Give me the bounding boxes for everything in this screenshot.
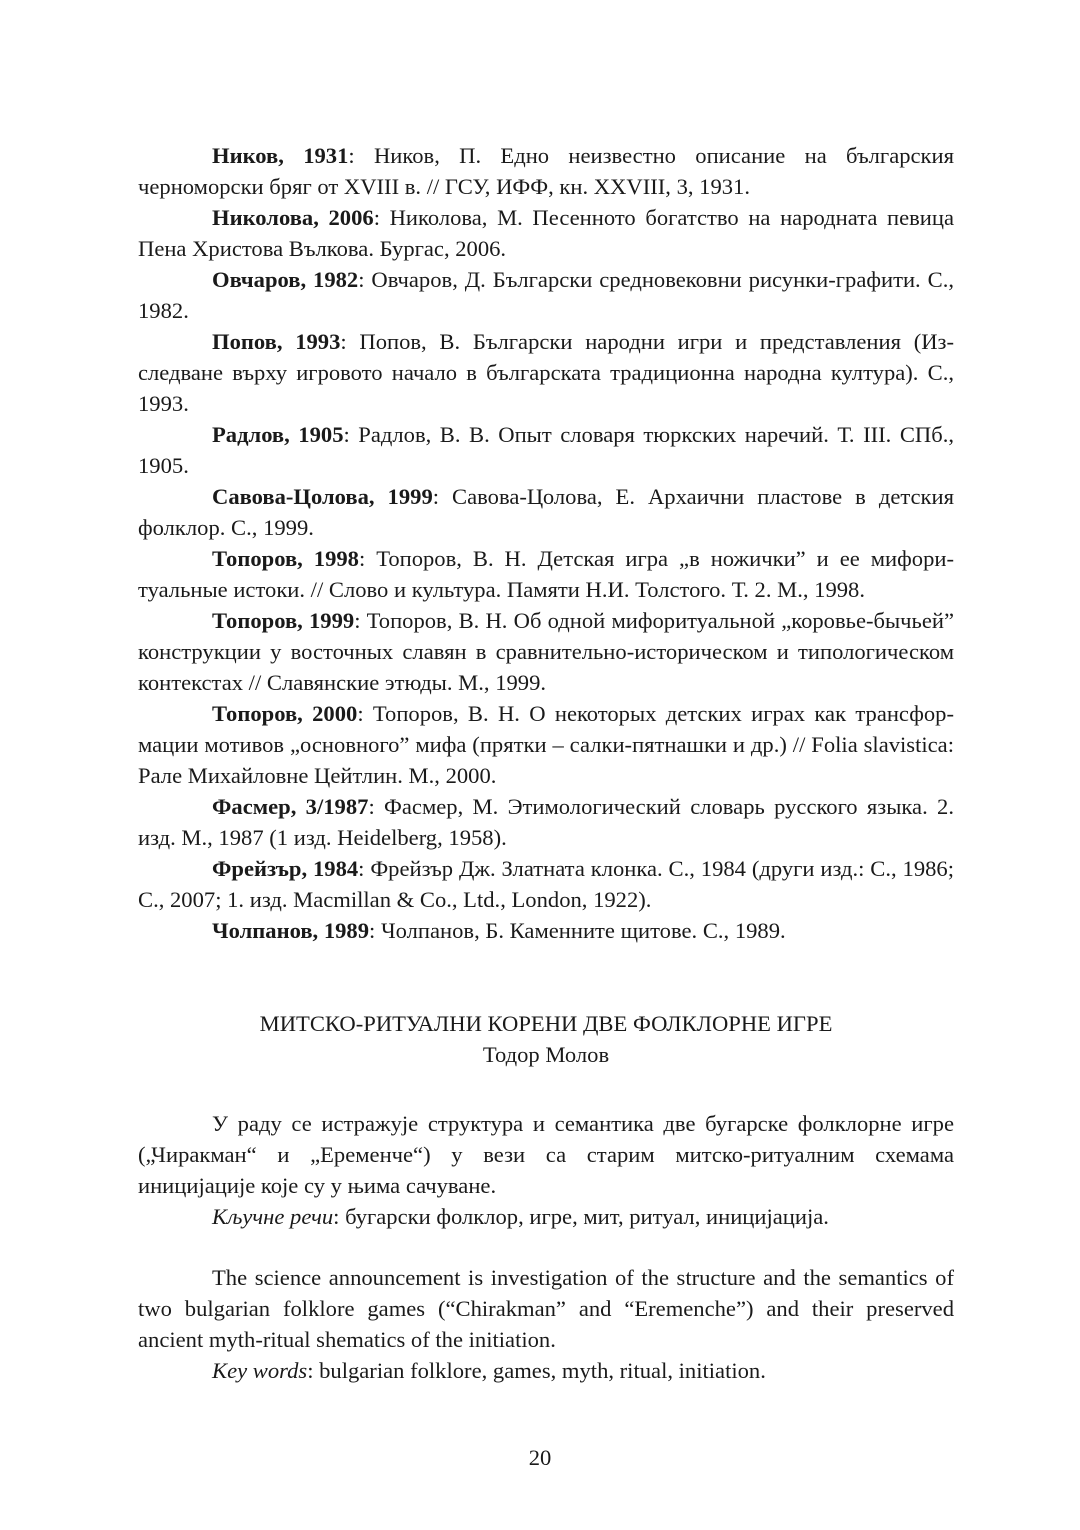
reference-text: : Попов, В. Български народни игри и представления (Изследване върху игровото начало в българската традиционна народна култура). С., 1993.: [138, 329, 955, 416]
reference-author: Радлов, 1905: [212, 422, 344, 447]
reference-text: : Николова, М. Песенното богатство на народната певица Пена Христова Вълкова. Бургас, 2006.: [138, 205, 954, 261]
reference-author: Савова-Цолова, 1999: [212, 484, 433, 509]
reference-author: Овчаров, 1982: [212, 267, 359, 292]
summary-english: [138, 1262, 954, 1386]
reference-author: Чолпанов, 1989: [212, 918, 370, 943]
reference-text: : Савова-Цолова, Е. Архаични пластове в детския фолклор. С., 1999.: [138, 484, 954, 540]
keywords-label: Key words: [212, 1358, 308, 1383]
reference-item: [138, 698, 954, 791]
reference-text: : Топоров, В. Н. Детская игра „в ножички” и ее мифоритуальные истоки. // Слово и культура. Памяти Н.И. Толстого. Т. 2. М., 1998.: [138, 546, 954, 602]
summary-keywords: [138, 1201, 954, 1232]
reference-item: [138, 915, 954, 946]
reference-item: [138, 853, 954, 915]
reference-author: Николова, 2006: [212, 205, 374, 230]
section-spacer: [138, 946, 954, 1008]
summary-title: МИТСКО-РИТУАЛНИ КОРЕНИ ДВЕ ФОЛКЛОРНЕ ИГРЕ: [259, 1011, 833, 1036]
keywords-text: : бугарски фолклор, игре, мит, ритуал, иницијација.: [333, 1204, 829, 1229]
summary-keywords: [138, 1355, 954, 1386]
reference-author: Фрейзър, 1984: [212, 856, 359, 881]
section-spacer: [138, 1232, 954, 1262]
reference-text: : Фасмер, М. Этимологический словарь русского языка. 2. изд. М., 1987 (1 изд. Heidelberg, 1958).: [138, 794, 954, 850]
reference-text: : Топоров, В. Н. О некоторых детских играх как трансформации мотивов „основного” мифа (прятки – салки-пятнашки и др.) // Folia slavistica: Рале Михайловне Цейтлин. М., 2000.: [138, 701, 955, 788]
reference-list: [138, 140, 954, 946]
keywords-label: Кључне речи: [212, 1204, 334, 1229]
page-number: 20: [528, 1445, 552, 1470]
reference-item: [138, 202, 954, 264]
reference-item: [138, 543, 954, 605]
summary-abstract: The science announcement is investigation of the structure and the semantics of two bulgarian folklore games (“Chirakman” and “Eremenche”) and their preserved ancient myth-ritual shematics of the initiation.: [138, 1265, 954, 1352]
reference-item: [138, 605, 954, 698]
reference-author: Попов, 1993: [212, 329, 341, 354]
keywords-text: : bulgarian folklore, games, myth, ritual, initiation.: [307, 1358, 766, 1383]
reference-item: [138, 326, 954, 419]
summary-serbian: [138, 1008, 954, 1232]
reference-item: [138, 140, 954, 202]
reference-item: [138, 419, 954, 481]
reference-author: Топоров, 2000: [212, 701, 358, 726]
reference-author: Фасмер, 3/1987: [212, 794, 369, 819]
section-spacer: [138, 1070, 954, 1108]
reference-author: Ников, 1931: [212, 143, 349, 168]
reference-text: : Топоров, В. Н. Об одной мифоритуальной „коровье-бычьей” конструкции у восточных славян в сравнительно-историческом и типологическом контекстах // Славянские этюды. М., 1999.: [138, 608, 954, 695]
reference-item: [138, 791, 954, 853]
reference-text: : Овчаров, Д. Български средновековни рисунки-графити. С., 1982.: [138, 267, 954, 323]
summary-author: Тодор Молов: [482, 1042, 610, 1067]
reference-text: : Ников, П. Едно неизвестно описание на българския черноморски бряг от XVIII в. // ГСУ, ИФФ, кн. XXVIII, 3, 1931.: [138, 143, 955, 199]
reference-item: [138, 481, 954, 543]
reference-author: Топоров, 1999: [212, 608, 355, 633]
reference-author: Топоров, 1998: [212, 546, 359, 571]
summary-abstract: У раду се истражује структура и семантика две бугарске фолклорне игре („Чиракман“ и „Еременче“) у вези са старим митско-ритуалним схемама иницијације које су у њима сачуване.: [138, 1111, 954, 1198]
reference-item: [138, 264, 954, 326]
reference-text: : Чолпанов, Б. Каменните щитове. С., 1989.: [369, 918, 786, 943]
page-content: [138, 140, 954, 1386]
reference-text: : Фрейзър Дж. Златната клонка. С., 1984 (други изд.: С., 1986; С., 2007; 1. изд. Macmillan & Co., Ltd., London, 1922).: [138, 856, 954, 912]
reference-text: : Радлов, В. В. Опыт словаря тюркских наречий. Т. III. СПб., 1905.: [138, 422, 955, 478]
